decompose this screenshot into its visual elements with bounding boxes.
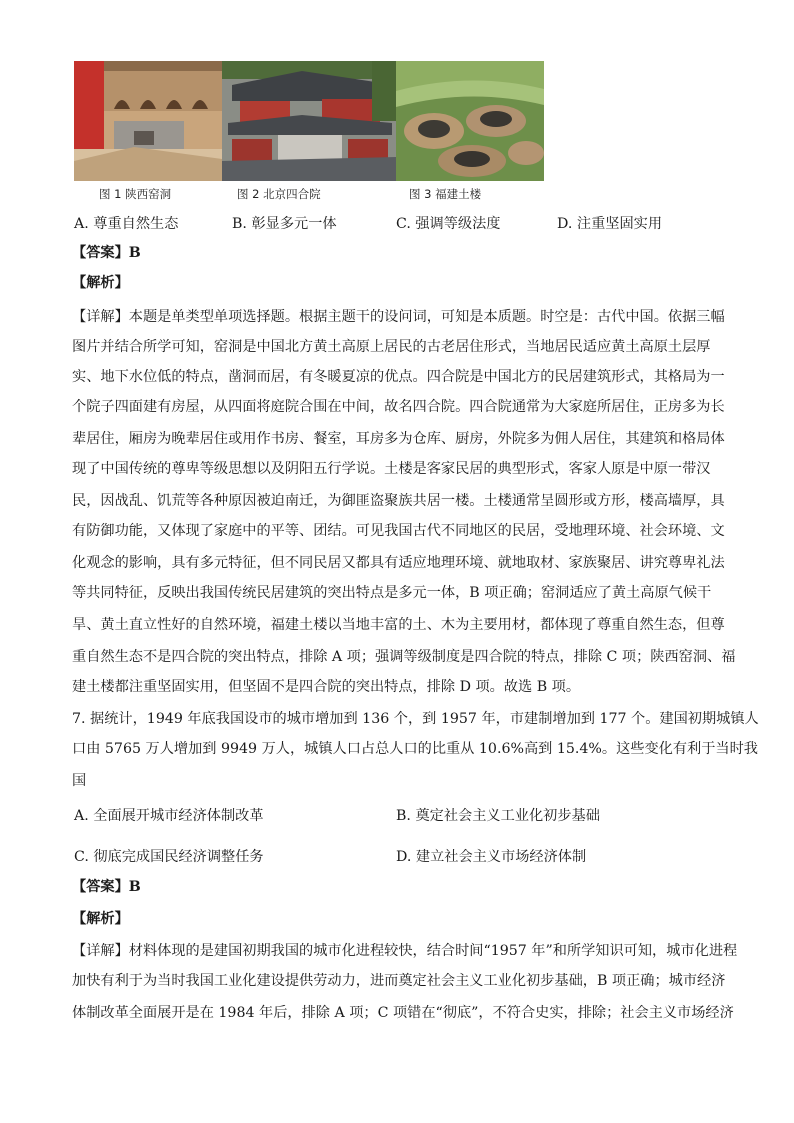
q7-option-a: A. 全面展开城市经济体制改革: [74, 808, 264, 824]
q6-explanation-line: 民，因战乱、饥荒等各种原因被迫南迁，为御匪盗聚族共居一楼。土楼通常呈圆形或方形，楼高墙厚，具: [72, 493, 725, 509]
q7-explanation-line: 体制改革全面展开是在 1984 年后，排除 A 项；C 项错在“彻底”，不符合史实，排除；社会主义市场经济: [72, 1005, 734, 1021]
q7-stem-line: 7. 据统计，1949 年底我国设市的城市增加到 136 个，到 1957 年，市建制增加到 177 个。建国初期城镇人: [72, 711, 759, 727]
q7-stem-line: 口由 5765 万人增加到 9949 万人，城镇人口占总人口的比重从 10.6%高到 15.4%。这些变化有利于当时我: [72, 741, 758, 757]
q7-stem-line: 国: [72, 773, 87, 789]
q7-option-b: B. 奠定社会主义工业化初步基础: [396, 808, 600, 824]
q6-explanation-line: 等共同特征，反映出我国传统民居建筑的突出特点是多元一体，B 项正确；窑洞适应了黄土高原气候干: [72, 585, 712, 601]
figure-caption-2: 图 2 北京四合院: [237, 187, 321, 201]
q6-explanation-line: 现了中国传统的尊卑等级思想以及阴阳五行学说。土楼是客家民居的典型形式，客家人原是中原一带汉: [72, 461, 711, 477]
tulou-photo: [396, 61, 544, 181]
q6-answer: 【答案】B: [72, 245, 141, 261]
q6-explanation-line: 重自然生态不是四合院的突出特点，排除 A 项；强调等级制度是四合院的特点，排除 C 项；陕西窑洞、福: [72, 649, 736, 665]
q6-explanation-line: 实、地下水位低的特点，凿洞而居，有冬暖夏凉的优点。四合院是中国北方的民居建筑形式，其格局为一: [72, 369, 725, 385]
q6-option-a: A. 尊重自然生态: [74, 216, 179, 232]
q6-option-c: C. 强调等级法度: [396, 216, 501, 232]
q6-explanation-line: 化观念的影响，具有多元特征，但不同民居又都具有适应地理环境、就地取材、家族聚居、讲究尊卑礼法: [72, 555, 725, 571]
q6-option-b: B. 彰显多元一体: [232, 216, 337, 232]
q6-explanation-line: 辈居住，厢房为晚辈居住或用作书房、餐室，耳房多为仓库、厨房，外院多为佣人居住，其建筑和格局体: [72, 431, 725, 447]
q6-explanation-line: 图片并结合所学可知，窑洞是中国北方黄土高原上居民的古老居住形式，当地居民适应黄土高原土层厚: [72, 339, 711, 355]
q6-explanation-line: 个院子四面建有房屋，从四面将庭院合围在中间，故名四合院。四合院通常为大家庭所居住，正房多为长: [72, 399, 725, 415]
q7-analysis-label: 【解析】: [72, 911, 129, 927]
q7-explanation-line: 【详解】材料体现的是建国初期我国的城市化进程较快，结合时间“1957 年”和所学知识可知，城市化进程: [72, 943, 738, 959]
figure-caption-3: 图 3 福建土楼: [409, 187, 482, 201]
q7-option-d: D. 建立社会主义市场经济体制: [396, 849, 587, 865]
q6-explanation-line: 有防御功能，又体现了家庭中的平等、团结。可见我国古代不同地区的民居，受地理环境、社会环境、文: [72, 523, 725, 539]
q6-option-d: D. 注重坚固实用: [557, 216, 663, 232]
q7-answer: 【答案】B: [72, 879, 141, 895]
siheyuan-photo: [222, 61, 396, 181]
q7-explanation-line: 加快有利于为当时我国工业化建设提供劳动力，进而奠定社会主义工业化初步基础，B 项正确；城市经济: [72, 973, 726, 989]
figure-strip: [74, 61, 544, 181]
figure-caption-1: 图 1 陕西窑洞: [99, 187, 172, 201]
q6-explanation-line: 【详解】本题是单类型单项选择题。根据主题干的设问词，可知是本质题。时空是：古代中国。依据三幅: [72, 309, 725, 325]
cave-dwelling-photo: [74, 61, 222, 181]
q6-explanation-line: 建土楼都注重坚固实用，但坚固不是四合院的突出特点，排除 D 项。故选 B 项。: [72, 679, 581, 695]
q6-explanation-line: 旱、黄土直立性好的自然环境，福建土楼以当地丰富的土、木为主要用材，都体现了尊重自然生态，但尊: [72, 617, 725, 633]
q6-analysis-label: 【解析】: [72, 275, 129, 291]
q7-option-c: C. 彻底完成国民经济调整任务: [74, 849, 264, 865]
